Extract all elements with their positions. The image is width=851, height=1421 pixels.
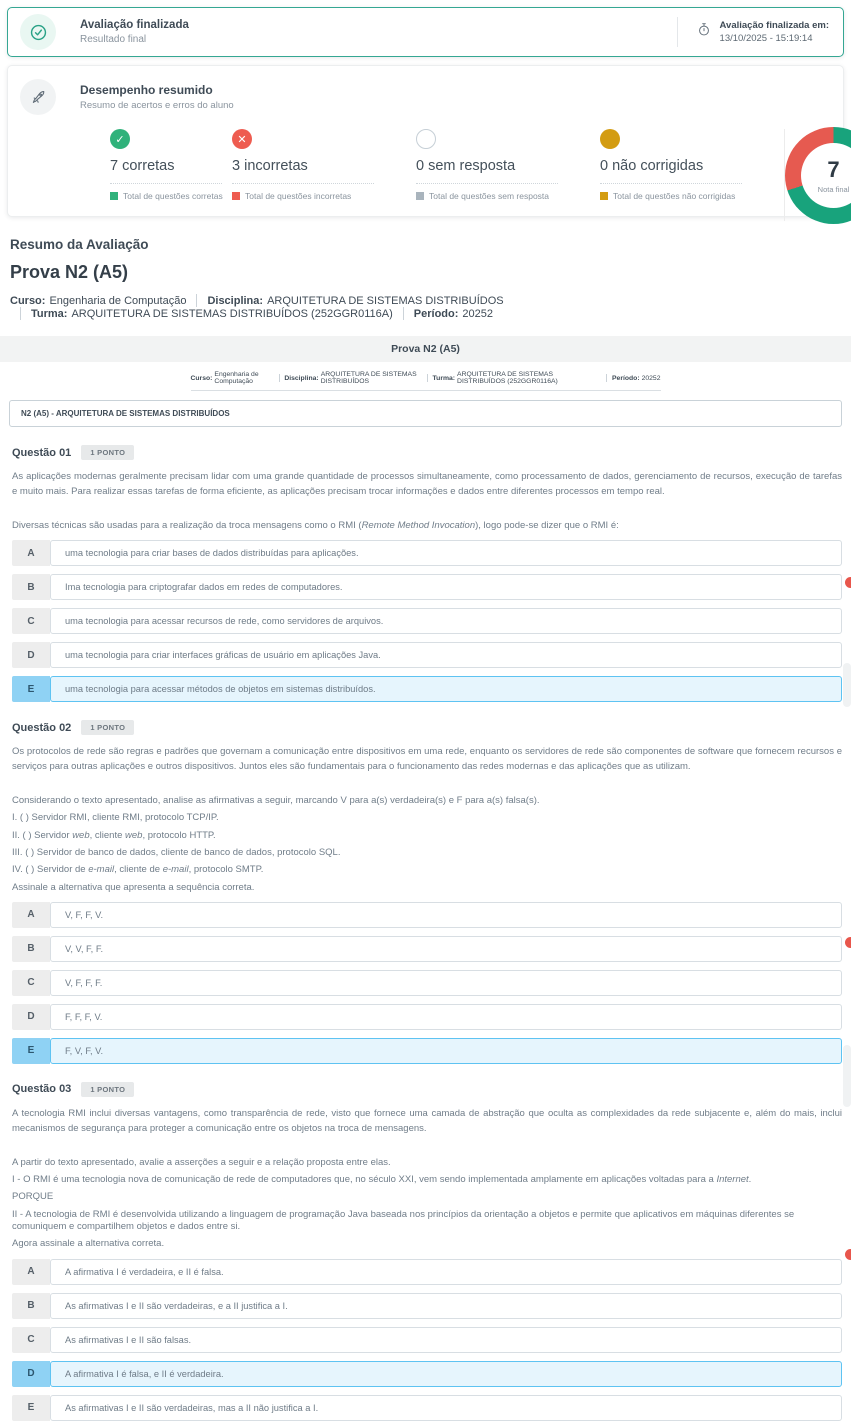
question-3-text: A tecnologia RMI inclui diversas vantagens, como transparência de rede, visto que fornece uma camada de abstração que oculta as complexidades da rede subjacente e, além do mais, inclui mecanismos de segurança para proteger a comunicação entre os objetos na troca de mensagens. bbox=[12, 1107, 842, 1135]
option-letter: C bbox=[12, 970, 50, 996]
option-letter: A bbox=[12, 902, 50, 928]
option-letter: A bbox=[12, 540, 50, 566]
question-2-option-e bbox=[12, 1038, 842, 1064]
question-2-prompt: Assinale a alternativa que apresenta a sequência correta. bbox=[12, 881, 255, 893]
status-subtitle: Resultado final bbox=[80, 34, 147, 45]
question-2-option-b bbox=[12, 936, 842, 962]
question-1 bbox=[12, 445, 842, 702]
option-letter: D bbox=[12, 642, 50, 668]
stat-incorrect-label: 3 incorretas bbox=[232, 158, 308, 174]
question-3-option-c bbox=[12, 1327, 842, 1353]
question-3-title: Questão 03 bbox=[12, 1083, 72, 1096]
question-2-options bbox=[12, 902, 842, 1064]
option-letter: E bbox=[12, 676, 50, 702]
final-score-value: 7 bbox=[827, 156, 840, 182]
option-letter: B bbox=[12, 574, 50, 600]
stopwatch-icon bbox=[697, 22, 711, 42]
meta-disciplina: Disciplina: ARQUITETURA DE SISTEMAS DISTRIBUÍDOS bbox=[274, 371, 422, 385]
divider bbox=[416, 183, 558, 184]
empty-circle-icon bbox=[416, 129, 436, 149]
stat-correct bbox=[110, 129, 232, 221]
question-2-instruction: Considerando o texto apresentado, analise as afirmativas a seguir, marcando V para a(s) verdadeira(s) e F para a(s) falsa(s). bbox=[12, 794, 540, 806]
question-2-option-c bbox=[12, 970, 842, 996]
status-title: Avaliação finalizada bbox=[80, 19, 189, 31]
option-letter: B bbox=[12, 936, 50, 962]
option-letter: E bbox=[12, 1395, 50, 1421]
stat-incorrect-legend: Total de questões incorretas bbox=[232, 191, 416, 201]
question-3-option-e bbox=[12, 1395, 842, 1421]
question-1-option-d bbox=[12, 642, 842, 668]
question-2-item-1: I. ( ) Servidor RMI, cliente RMI, protocolo TCP/IP. bbox=[12, 812, 219, 824]
question-2-item-2: II. ( ) Servidor web, cliente web, protocolo HTTP. bbox=[12, 829, 216, 841]
question-1-option-c bbox=[12, 608, 842, 634]
option-text: As afirmativas I e II são verdadeiras, mas a II não justifica a I. bbox=[50, 1395, 842, 1421]
question-1-options bbox=[12, 540, 842, 702]
question-3-option-a bbox=[12, 1259, 842, 1285]
rocket-icon bbox=[20, 79, 56, 115]
stat-ungraded bbox=[600, 129, 784, 221]
question-2-item-3: III. ( ) Servidor de banco de dados, cliente de banco de dados, protocolo SQL. bbox=[12, 846, 341, 858]
error-marker-dot[interactable] bbox=[845, 937, 851, 948]
legend-swatch bbox=[416, 192, 424, 200]
option-letter: E bbox=[12, 1038, 50, 1064]
stat-incorrect bbox=[232, 129, 416, 221]
question-3-option-d bbox=[12, 1361, 842, 1387]
option-text: F, V, F, V. bbox=[50, 1038, 842, 1064]
meta-turma: Turma: ARQUITETURA DE SISTEMAS DISTRIBUÍDOS (252GGR0116A) bbox=[10, 307, 393, 320]
stat-correct-label: 7 corretas bbox=[110, 158, 175, 174]
stat-ungraded-legend: Total de questões não corrigidas bbox=[600, 191, 784, 201]
error-marker-dot[interactable] bbox=[845, 1249, 851, 1260]
question-3-instruction: A partir do texto apresentado, avalie a asserções a seguir e a relação proposta entre elas. bbox=[12, 1156, 391, 1168]
question-1-text: As aplicações modernas geralmente precisam lidar com uma grande quantidade de processos simultaneamente, como processamento de dados, gerenciamento de recursos, execução de tarefas e muito mais. Para realizar essas tarefas de forma eficiente, as aplicações precisam trocar informações e dados entre diferentes processos em tempo real. bbox=[12, 471, 842, 498]
option-text: A afirmativa I é falsa, e II é verdadeira. bbox=[50, 1361, 842, 1387]
meta-periodo: Período: 20252 bbox=[601, 374, 660, 382]
stat-unanswered bbox=[416, 129, 600, 221]
meta-periodo: Período: 20252 bbox=[393, 307, 493, 320]
question-1-prompt: Diversas técnicas são usadas para a realização da troca mensagens como o RMI (Remote Method Invocation), logo pode-se dizer que o RMI é: bbox=[12, 519, 619, 531]
question-1-option-e bbox=[12, 676, 842, 702]
assessment-status-card bbox=[7, 7, 844, 57]
question-2 bbox=[12, 720, 842, 1064]
option-letter: A bbox=[12, 1259, 50, 1285]
meta-turma: Turma: ARQUITETURA DE SISTEMAS DISTRIBUÍDOS (252GGR0116A) bbox=[422, 371, 601, 385]
option-text: As afirmativas I e II são verdadeiras, e a II justifica a I. bbox=[50, 1293, 842, 1319]
option-letter: C bbox=[12, 608, 50, 634]
option-text: uma tecnologia para acessar métodos de objetos em sistemas distribuídos. bbox=[50, 676, 842, 702]
question-3-points-badge: 1 PONTO bbox=[81, 1082, 134, 1097]
question-3-options bbox=[12, 1259, 842, 1421]
exam-document bbox=[0, 336, 851, 1421]
option-text: V, F, F, F. bbox=[50, 970, 842, 996]
legend-swatch bbox=[110, 192, 118, 200]
question-1-option-a bbox=[12, 540, 842, 566]
question-2-option-d bbox=[12, 1004, 842, 1030]
option-text: F, F, F, V. bbox=[50, 1004, 842, 1030]
finished-at-label: Avaliação finalizada em: bbox=[719, 20, 829, 31]
x-icon: ✕ bbox=[232, 129, 252, 149]
exam-title: Prova N2 (A5) bbox=[10, 262, 129, 282]
question-1-points-badge: 1 PONTO bbox=[81, 445, 134, 460]
option-text: V, V, F, F. bbox=[50, 936, 842, 962]
document-meta bbox=[191, 371, 661, 391]
question-2-text: Os protocolos de rede são regras e padrões que governam a comunicação entre dispositivos em uma rede, enquanto os servidores de rede são componentes de software que fornecem recursos e serviços para outras aplicações e outros dispositivos. Juntos eles são fundamentais para o funcionamento das redes modernas e das aplicações que as utilizam. bbox=[12, 746, 842, 773]
question-3-connector: PORQUE bbox=[12, 1191, 54, 1203]
error-marker-dot[interactable] bbox=[845, 577, 851, 588]
option-text: uma tecnologia para criar interfaces gráficas de usuário em aplicações Java. bbox=[50, 642, 842, 668]
stat-unanswered-label: 0 sem resposta bbox=[416, 158, 516, 174]
divider bbox=[600, 183, 742, 184]
document-title-bar: Prova N2 (A5) bbox=[0, 336, 851, 362]
check-icon: ✓ bbox=[110, 129, 130, 149]
performance-subtitle: Resumo de acertos e erros do aluno bbox=[80, 100, 234, 111]
stat-unanswered-legend: Total de questões sem resposta bbox=[416, 191, 600, 201]
question-2-item-4: IV. ( ) Servidor de e-mail, cliente de e-mail, protocolo SMTP. bbox=[12, 864, 264, 876]
option-text: V, F, F, V. bbox=[50, 902, 842, 928]
performance-summary-card bbox=[7, 65, 850, 217]
legend-swatch bbox=[600, 192, 608, 200]
option-letter: D bbox=[12, 1361, 50, 1387]
question-2-title: Questão 02 bbox=[12, 721, 72, 734]
option-text: uma tecnologia para acessar recursos de rede, como servidores de arquivos. bbox=[50, 608, 842, 634]
final-score-label: Nota final bbox=[817, 184, 850, 194]
final-score-donut bbox=[785, 127, 851, 224]
performance-title: Desempenho resumido bbox=[80, 83, 213, 97]
exam-section-title: N2 (A5) - ARQUITETURA DE SISTEMAS DISTRIBUÍDOS bbox=[9, 400, 842, 427]
scrollbar-thumb[interactable] bbox=[843, 663, 851, 707]
option-text: uma tecnologia para criar bases de dados distribuídas para aplicações. bbox=[50, 540, 842, 566]
scrollbar-thumb[interactable] bbox=[843, 1045, 851, 1107]
question-1-title: Questão 01 bbox=[12, 446, 72, 459]
stat-correct-legend: Total de questões corretas bbox=[110, 191, 232, 201]
option-text: Ima tecnologia para criptografar dados em redes de computadores. bbox=[50, 574, 842, 600]
question-2-option-a bbox=[12, 902, 842, 928]
question-2-points-badge: 1 PONTO bbox=[81, 720, 134, 735]
option-text: A afirmativa I é verdadeira, e II é falsa. bbox=[50, 1259, 842, 1285]
exam-meta bbox=[10, 294, 841, 320]
divider bbox=[677, 17, 678, 47]
meta-curso: Curso: Engenharia de Computação bbox=[190, 371, 259, 385]
option-letter: C bbox=[12, 1327, 50, 1353]
question-3-assertion-2: II - A tecnologia de RMI é desenvolvida utilizando a linguagem de programação Java baseada nos princípios da orientação a objetos e permite que aplicativos em máquinas diferentes se comuniquem e compartilhem objetos e dados entre si. bbox=[12, 1208, 795, 1233]
legend-swatch bbox=[232, 192, 240, 200]
question-1-option-b bbox=[12, 574, 842, 600]
stat-ungraded-label: 0 não corrigidas bbox=[600, 158, 704, 174]
question-3-assertion-1: I - O RMI é uma tecnologia nova de comunicação de rede de computadores que, no século XXI, vem sendo implementada amplamente em aplicações voltadas para a Internet. bbox=[12, 1174, 752, 1185]
option-letter: D bbox=[12, 1004, 50, 1030]
stats-row bbox=[8, 129, 784, 221]
option-text: As afirmativas I e II são falsas. bbox=[50, 1327, 842, 1353]
divider bbox=[232, 183, 374, 184]
question-3-prompt: Agora assinale a alternativa correta. bbox=[12, 1238, 165, 1250]
divider bbox=[110, 183, 222, 184]
meta-disciplina: Disciplina: ARQUITETURA DE SISTEMAS DISTRIBUÍDOS bbox=[186, 294, 503, 307]
finished-at-value: 13/10/2025 - 15:19:14 bbox=[719, 33, 813, 44]
summary-heading: Resumo da Avaliação bbox=[10, 237, 149, 252]
question-3 bbox=[12, 1082, 842, 1421]
filled-circle-icon bbox=[600, 129, 620, 149]
option-letter: B bbox=[12, 1293, 50, 1319]
check-circle-icon bbox=[20, 14, 56, 50]
meta-curso: Curso: Engenharia de Computação bbox=[10, 294, 187, 307]
